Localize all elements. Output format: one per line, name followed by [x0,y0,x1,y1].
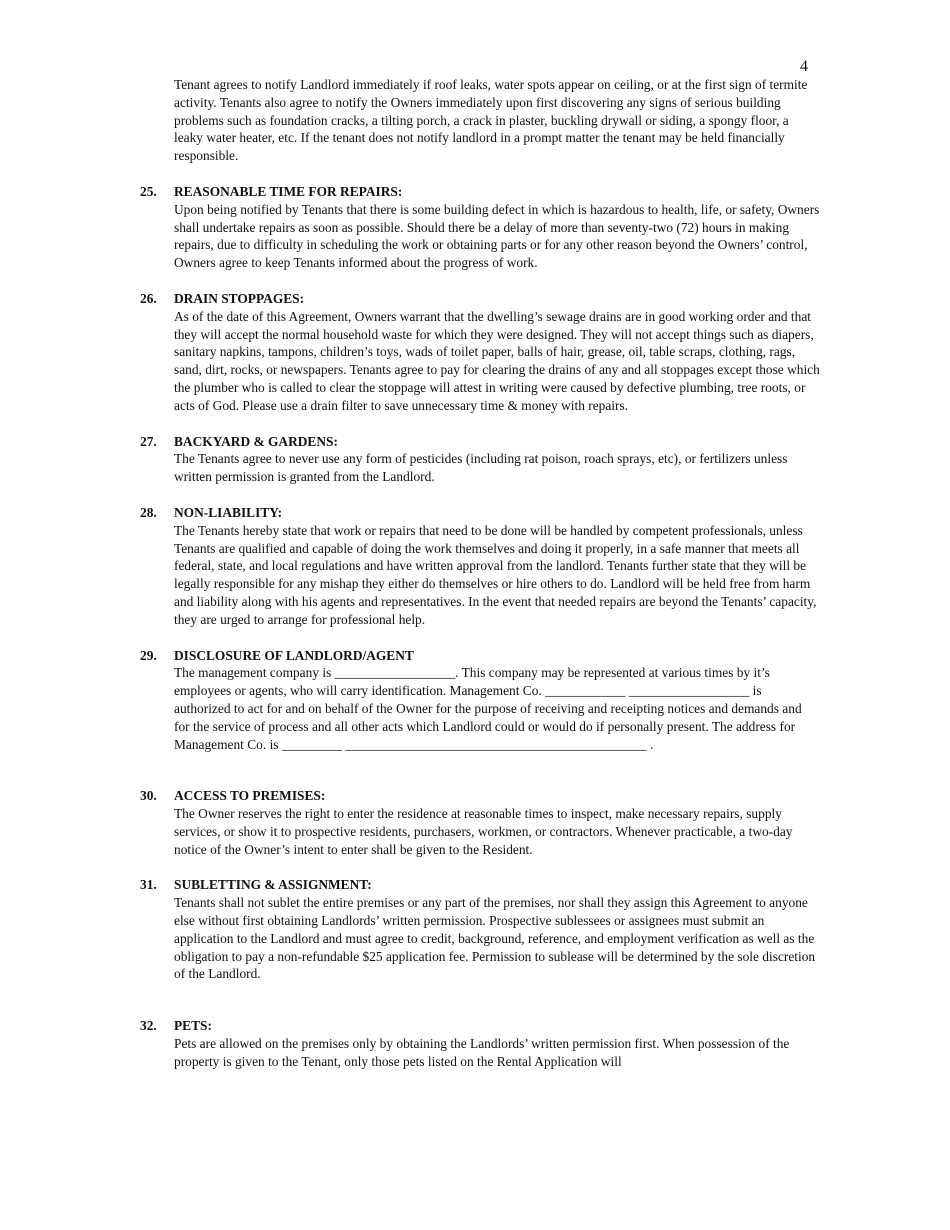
section-number: 32. [140,1018,157,1034]
section-25 [140,183,820,272]
section-title: REASONABLE TIME FOR REPAIRS: [174,183,403,199]
section-27 [140,433,820,486]
section-number: 31. [140,877,157,893]
section-number: 28. [140,504,157,520]
section-28 [140,504,820,629]
section-title: SUBLETTING & ASSIGNMENT: [174,877,372,893]
section-31 [140,876,820,983]
section-number: 26. [140,290,157,306]
document-body [140,76,820,1071]
section-title: BACKYARD & GARDENS: [174,433,338,449]
section-number: 30. [140,788,157,804]
section-32 [140,1017,820,1070]
intro-paragraph: Tenant agrees to notify Landlord immediately if roof leaks, water spots appear on ceiling, or at the first sign of termite activity. Tenants also agree to notify the Owners immediately upon first discovering any signs of serious building problems such as foundation cracks, a tilting porch, a crack in plaster, buckling drywall or siding, a spongy floor, a leaky water heater, etc. If the tenant does not notify landlord in a prompt matter the tenant may be held financially responsible. [174,77,808,164]
section-26 [140,290,820,415]
section-title: ACCESS TO PREMISES: [174,788,326,804]
section-29 [140,647,820,754]
section-number: 29. [140,647,157,663]
section-body: The management company is __________________. This company may be represented at various times by it’s employees or agents, who will carry identification. Management Co. ____________ __________________ is authorized to act for and on behalf of the Owner for the purpose of receiving and receipting notices and demands and for the service of process and all other acts which Landlord could or would do if personally present. The address for Management Co. is _________ _____________________________________________ . [174,665,802,752]
section-title: DISCLOSURE OF LANDLORD/AGENT [174,647,414,663]
section-30 [140,787,820,858]
section-title: DRAIN STOPPAGES: [174,290,305,306]
section-body: As of the date of this Agreement, Owners warrant that the dwelling’s sewage drains are in good working order and that they will accept the normal household waste for which they were designed. They will not accept things such as diapers, sanitary napkins, tampons, children’s toys, wads of toilet paper, balls of hair, grease, oil, table scraps, clothing, rags, sand, dirt, rocks, or newspapers. Tenants agree to pay for clearing the drains of any and all stoppages except those which the plumber who is called to clear the stoppage will attest in writing were caused by defective plumbing, tree roots, or acts of God. Please use a drain filter to save unnecessary time & money with repairs. [174,308,820,413]
section-title: NON-LIABILITY: [174,504,283,520]
section-body: The Owner reserves the right to enter the residence at reasonable times to inspect, make necessary repairs, supply services, or show it to prospective residents, purchasers, workmen, or contractors. Whenever practicable, a two-day notice of the Owner’s intent to enter shall be given to the Resident. [174,806,793,857]
section-number: 25. [140,183,157,199]
page-number: 4 [800,58,808,75]
section-body: Pets are allowed on the premises only by obtaining the Landlords’ written permission first. When possession of the property is given to the Tenant, only those pets listed on the Rental Application will [174,1036,790,1069]
section-body: Upon being notified by Tenants that there is some building defect in which is hazardous to health, life, or safety, Owners shall undertake repairs as soon as possible. Should there be a delay of more than seventy-two (72) hours in making repairs, due to difficulty in scheduling the work or obtaining parts or for any other reason beyond the Owners’ control, Owners agree to keep Tenants informed about the progress of work. [174,201,820,271]
section-body: The Tenants agree to never use any form of pesticides (including rat poison, roach sprays, etc), or fertilizers unless written permission is granted from the Landlord. [174,451,788,485]
section-title: PETS: [174,1018,212,1034]
section-body: The Tenants hereby state that work or repairs that need to be done will be handled by competent professionals, unless Tenants are qualified and capable of doing the work themselves and doing it properly, in a safe manner that meets all federal, state, and local regulations and have written approval from the landlord. Tenants further state that they will be legally responsible for any mishap they either do themselves or hire others to do. Landlord will be held free from harm and liability along with his agents and representatives. In the event that needed repairs are beyond the Tenants’ capacity, they are urged to arrange for professional help. [174,522,817,627]
section-number: 27. [140,433,157,449]
section-body: Tenants shall not sublet the entire premises or any part of the premises, nor shall they assign this Agreement to anyone else without first obtaining Landlords’ written permission. Prospective sublessees or assignees must submit an application to the Landlord and must agree to credit, background, reference, and employment verification as well as the obligation to pay a non-refundable $25 application fee. Permission to sublease will be determined by the sole discretion of the Landlord. [174,895,816,982]
